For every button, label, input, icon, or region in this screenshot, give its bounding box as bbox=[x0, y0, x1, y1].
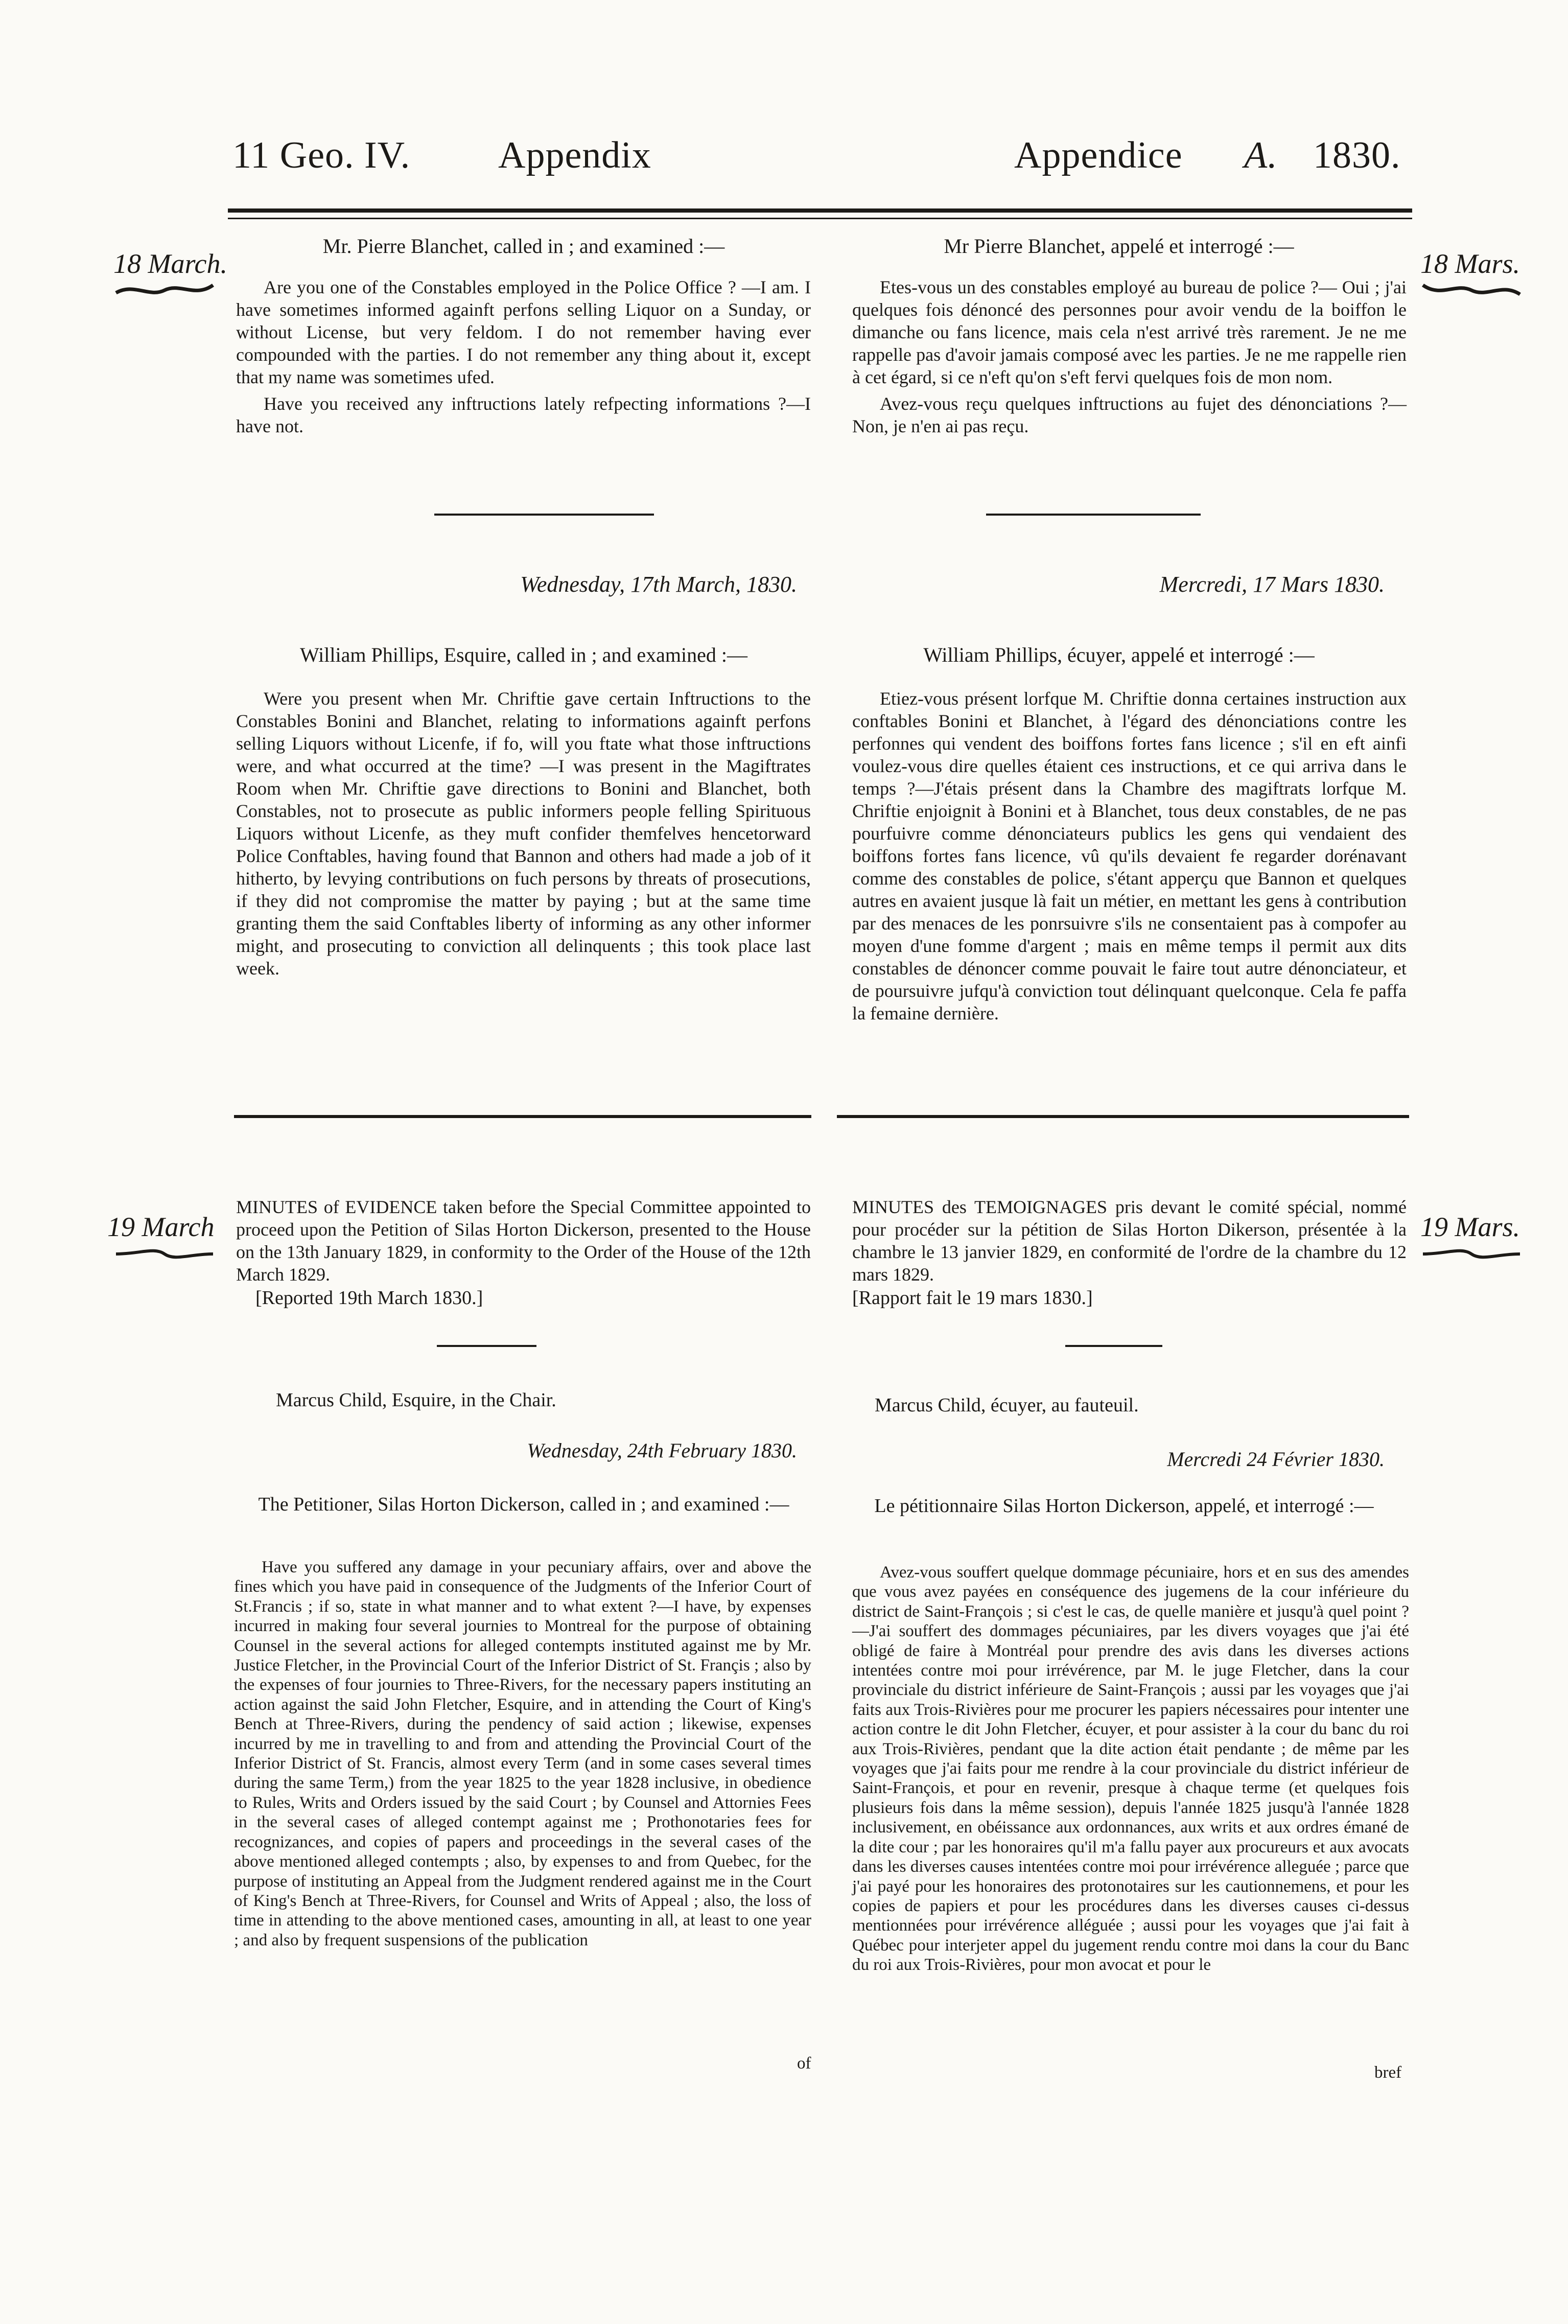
flourish-icon bbox=[1420, 280, 1523, 300]
margin-note-18-march: 18 March. bbox=[113, 248, 227, 279]
phillips-testimony-en bbox=[236, 687, 811, 984]
running-head-regnal: 11 Geo. IV. bbox=[232, 134, 411, 176]
dickerson-heading-en: The Petitioner, Silas Horton Dickerson, called in ; and examined :— bbox=[258, 1494, 789, 1515]
reported-date-en: [Reported 19th March 1830.] bbox=[255, 1287, 483, 1309]
running-head-letter: A. bbox=[1244, 134, 1278, 176]
paragraph: Avez-vous reçu quelques inftructions au fujet des dénonciations ?—Non, je n'en ai pas reçu. bbox=[852, 393, 1407, 436]
phillips-testimony-fr bbox=[852, 687, 1407, 1029]
phillips-date-fr: Mercredi, 17 Mars 1830. bbox=[1159, 572, 1385, 597]
separator-rule bbox=[434, 514, 654, 516]
running-head-appendix-en: Appendix bbox=[498, 134, 651, 176]
flourish-icon bbox=[1420, 1243, 1523, 1263]
phillips-heading-en: William Phillips, Esquire, called in ; and examined :— bbox=[300, 643, 747, 666]
dickerson-date-fr: Mercredi 24 Février 1830. bbox=[1167, 1448, 1385, 1471]
header-rule-thin bbox=[228, 218, 1412, 219]
chair-fr: Marcus Child, écuyer, au fauteuil. bbox=[875, 1395, 1139, 1416]
paragraph: Are you one of the Constables employed in the Police Office ? —I am. I have sometimes informed againft perfons selling Liquor on a Sunday, or without License, but very feldom. I do not remember having ever compounded with the parties. I do not remember any thing about it, except that my name was sometimes ufed. bbox=[236, 277, 811, 387]
paragraph: Have you suffered any damage in your pecuniary affairs, over and above the fines which you have paid in consequence of the Judgments of the Inferior Court of St.Francis ; if so, state in what manner and to what extent ?—I have, by expenses incurred in making four several journies to Montreal for the purpose of obtaining Counsel in the several actions for alleged contempts instituted against me by Mr. Justice Fletcher, in the Provincial Court of the Inferior District of St. Françis ; also by the expenses of four journies to Three-Rivers, for the necessary papers instituting an action against the said John Fletcher, Esquire, and in attending the Court of King's Bench at Three-Rivers, during the pendency of said action ; likewise, expenses incurred by me in travelling to and from and attending the Provincial Court of the Inferior District of St. Francis, almost every Term (and in some cases several times during the same Term,) from the year 1825 to the year 1828 inclusive, in obedience to Rules, Writs and Orders issued by the said Court ; by Counsel and Attornies Fees in the several cases of alleged contempt against me ; Prothonotaries fees for recognizances, and copies of papers and proceedings in the several cases of the above mentioned alleged contempts ; also, by expenses to and from Quebec, for the purpose of instituting an Appeal from the Judgment rendered against me in the Court of King's Bench at Three-Rivers, for Counsel and Writs of Appeal ; also, the loss of time in attending to the above mentioned cases, amounting in all, at least to one year ; and also by frequent suspensions of the publication bbox=[234, 1558, 811, 1949]
margin-note-19-march: 19 March bbox=[107, 1212, 215, 1242]
running-head-appendix-fr: Appendice bbox=[1014, 134, 1183, 176]
paragraph: Were you present when Mr. Chriftie gave certain Inftructions to the Constables Bonini and Blanchet, relating to informations againft perfons selling Liquors without Licenfe, if fo, will you ftate what those inftructions were, and what occurred at the time? —I was present in the Magiftrates Room when Mr. Chriftie gave directions to Bonini and Blanchet, both Constables, not to prosecute as public informers people felling Spirituous Liquors without Licenfe, as they muft confider themfelves hencetorward Police Conftables, having found that Bannon and others had made a job of it hitherto, by levying contributions on fuch persons by threats of prosecutions, if they did not compromise the matter by paying ; but at the same time granting them the said Conftables liberty of informing as any other informer might, and prosecuting to conviction all delinquents ; this took place last week. bbox=[236, 688, 811, 979]
dickerson-testimony-en bbox=[234, 1558, 811, 1954]
catchword-fr: bref bbox=[1374, 2063, 1402, 2082]
separator-rule bbox=[437, 1345, 536, 1347]
margin-note-18-mars: 18 Mars. bbox=[1420, 248, 1520, 279]
catchword-en: of bbox=[797, 2054, 811, 2073]
section-rule-fr bbox=[837, 1115, 1409, 1118]
minutes-intro-en: MINUTES of EVIDENCE taken before the Special Committee appointed to proceed upon the Petition of Silas Horton Dickerson, presented to the House on the 13th January 1829, in conformity to the Order of the House of the 12th March 1829. bbox=[236, 1197, 811, 1285]
blanchet-testimony-fr bbox=[852, 276, 1407, 441]
margin-note-19-mars: 19 Mars. bbox=[1420, 1212, 1520, 1242]
dickerson-testimony-fr bbox=[852, 1563, 1409, 1979]
phillips-date-en: Wednesday, 17th March, 1830. bbox=[520, 572, 797, 597]
paragraph: Etes-vous un des constables employé au bureau de police ?— Oui ; j'ai quelques fois dénoncé des personnes pour avoir vendu de la boiffon le dimanche ou fans licence, mais cela n'est arrivé très rarement. Je ne me rappelle pas d'avoir jamais composé avec les parties. Je ne me rappelle rien à cet égard, si ce n'eft qu'on s'eft fervi quelques fois de mon nom. bbox=[852, 277, 1407, 387]
paragraph: Etiez-vous présent lorfque M. Chriftie donna certaines instruction aux conftables Bonini et Blanchet, à l'égard des dénonciations contre les perfonnes qui vendent des boiffons fortes fans licence ; s'il en eft ainfi voulez-vous dire quelles étaient ces instructions, et ce qui arriva dans le temps ?—J'étais présent dans la Chambre des magiftrats lorfque M. Chriftie enjoignit à Bonini et à Blanchet, tous deux constables, de ne pas pourfuivre comme dénonciateurs publics les gens qui vendaient des boiffons fortes fans licence, vû qu'ils devaient fe regarder dorénavant comme des constables de police, s'étant apperçu que Bannon et quelques autres en avaient jusque là fait un métier, en mettant les gens à contribution par des menaces de les ponrsuivre s'ils ne consentaient pas à compofer au moyen d'une fomme d'argent ; mais en même temps il permit aux dits constables de dénoncer comme pouvait le faire tout autre dénonciateur, et de poursuivre jufqu'à conviction tout délinquant quelconque. Cela fe paffa la femaine dernière. bbox=[852, 688, 1407, 1024]
flourish-icon bbox=[113, 1243, 216, 1263]
blanchet-heading-en: Mr. Pierre Blanchet, called in ; and examined :— bbox=[322, 235, 725, 258]
reported-date-fr: [Rapport fait le 19 mars 1830.] bbox=[852, 1287, 1093, 1309]
minutes-intro-fr: MINUTES des TEMOIGNAGES pris devant le comité spécial, nommé pour procéder sur la pétition de Silas Horton Dikerson, présentée à la chambre le 13 janvier 1829, en conformité de l'ordre de la chambre du 12 mars 1829. bbox=[852, 1197, 1407, 1285]
paragraph: Have you received any inftructions lately refpecting informations ?—I have not. bbox=[236, 393, 811, 436]
phillips-heading-fr: William Phillips, écuyer, appelé et interrogé :— bbox=[923, 643, 1315, 666]
section-rule-en bbox=[234, 1115, 811, 1118]
blanchet-heading-fr: Mr Pierre Blanchet, appelé et interrogé :— bbox=[944, 235, 1294, 258]
blanchet-testimony-en bbox=[236, 276, 811, 441]
chair-en: Marcus Child, Esquire, in the Chair. bbox=[276, 1389, 556, 1411]
flourish-icon bbox=[113, 280, 216, 300]
running-head-year: 1830. bbox=[1313, 134, 1401, 176]
separator-rule bbox=[986, 514, 1201, 516]
dickerson-heading-fr: Le pétitionnaire Silas Horton Dickerson, appelé, et interrogé :— bbox=[874, 1495, 1374, 1517]
paragraph: Avez-vous souffert quelque dommage pécuniaire, hors et en sus des amendes que vous avez payées en conséquence des jugemens de la cour inférieure du district de Saint-François ; si c'est le cas, de quelle manière et jusqu'à quel point ?—J'ai souffert des dommages pécuniaires, par les divers voyages que j'ai été obligé de faire à Montréal pour prendre des avis dans les diverses actions intentées contre moi pour irrévérence, par M. le juge Fletcher, dans la cour provinciale du district inférieure de Saint-François ; aussi par les voyages que j'ai faits aux Trois-Rivières pour me procurer les papiers nécessaires pour intenter une action contre le dit John Fletcher, écuyer, et pour assister à la cour du banc du roi aux Trois-Rivières, pendant que la dite action était pendante ; de même par les voyages que j'ai faits pour me rendre à la cour provinciale du district inférieur de Saint-François, et pour en revenir, presque à chaque terme (et quelques fois plusieurs fois dans la même session), depuis l'année 1825 jusqu'à l'année 1828 inclusivement, en obéissance aux ordonnances, aux writs et aux ordres émané de la dite cour ; par les honoraires qu'il m'a fallu payer aux procureurs et aux avocats dans les diverses causes intentées contre moi pour irrévérence alleguée ; parce que j'ai payé pour les honoraires des protonotaires sur les cautionnemens, et pour les copies de papiers et pour les procédures dans les diverses causes ci-dessus mentionnées pour irrévérence alléguée ; aussi pour les voyages que j'ai fait à Québec pour interjeter appel du jugement rendu contre moi dans la cour du Banc du roi aux Trois-Rivières, pour mon avocat et pour le bbox=[852, 1563, 1409, 1974]
dickerson-date-en: Wednesday, 24th February 1830. bbox=[527, 1439, 797, 1462]
header-rule-thick bbox=[228, 208, 1412, 213]
separator-rule bbox=[1065, 1345, 1162, 1347]
